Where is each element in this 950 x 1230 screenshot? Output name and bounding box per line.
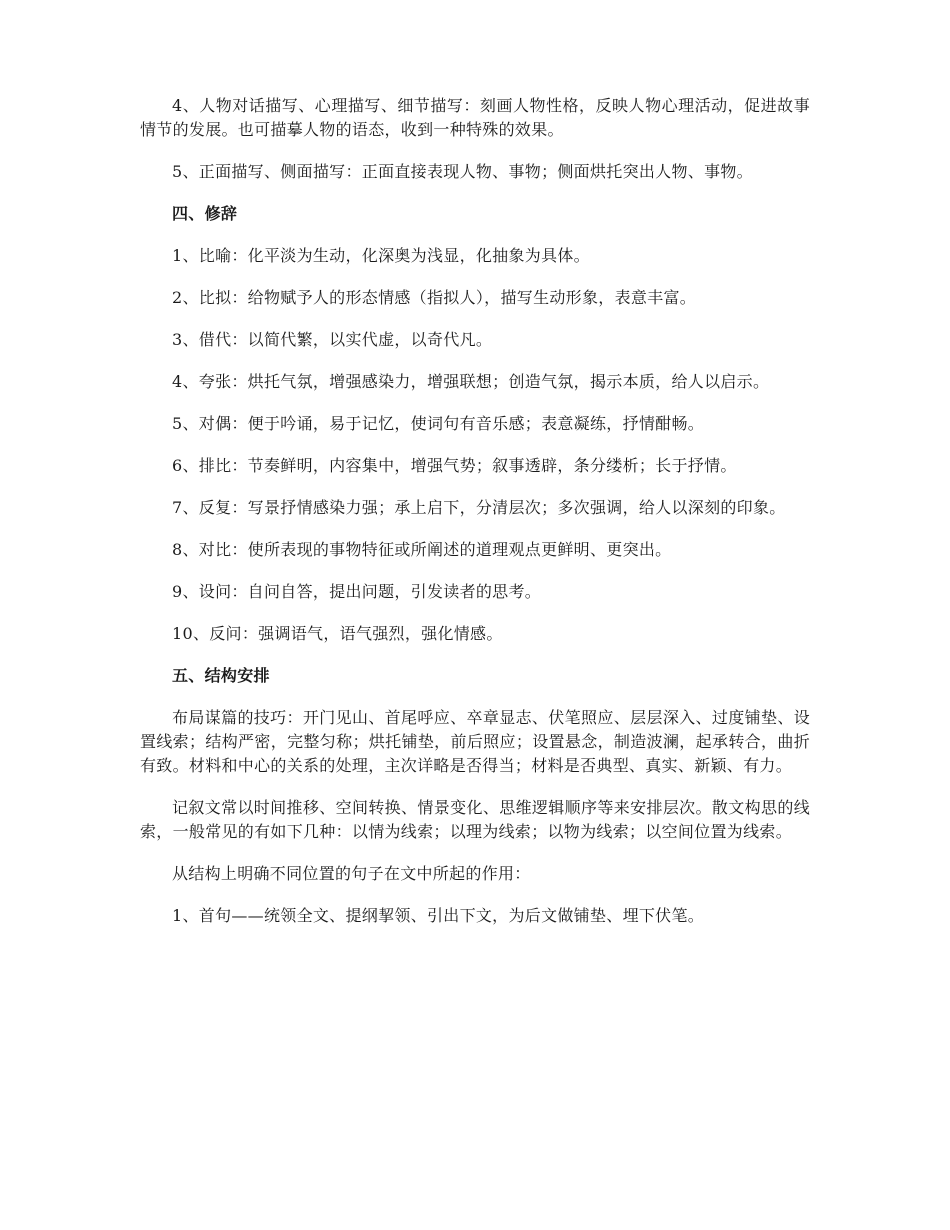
paragraph-hyperbole: 4、夸张：烘托气氛，增强感染力，增强联想；创造气氛，揭示本质，给人以启示。 (172, 372, 770, 391)
paragraph-dialogue-description: 4、人物对话描写、心理描写、细节描写：刻画人物性格，反映人物心理活动，促进故事情节的发展。也可描摹人物的语态，收到一种特殊的效果。 (140, 96, 810, 139)
paragraph-direct-indirect-description: 5、正面描写、侧面描写：正面直接表现人物、事物；侧面烘托突出人物、事物。 (172, 162, 753, 181)
paragraph-layout-techniques: 布局谋篇的技巧：开门见山、首尾呼应、卒章显志、伏笔照应、层层深入、过度铺垫、设置线索；结构严密，完整匀称；烘托铺垫，前后照应；设置悬念，制造波澜，起承转合，曲折有致。材料和中心的关系的处理，主次详略是否得当；材料是否典型、真实、新颖、有力。 (140, 708, 810, 775)
paragraph-contrast: 8、对比：使所表现的事物特征或所阐述的道理观点更鲜明、更突出。 (172, 540, 672, 559)
section-heading-rhetoric: 四、修辞 (172, 204, 238, 223)
paragraph-repetition: 7、反复：写景抒情感染力强；承上启下，分清层次；多次强调，给人以深刻的印象。 (172, 498, 786, 517)
paragraph-sentence-position: 从结构上明确不同位置的句子在文中所起的作用： (172, 864, 531, 883)
paragraph-rhetorical-question: 9、设问：自问自答，提出问题，引发读者的思考。 (172, 582, 542, 601)
paragraph-first-sentence: 1、首句——统领全文、提纲挈领、引出下文，为后文做铺垫、埋下伏笔。 (172, 906, 705, 925)
paragraph-counter-question: 10、反问：强调语气，语气强烈，强化情感。 (172, 624, 503, 643)
section-heading-structure: 五、结构安排 (172, 666, 270, 685)
paragraph-personification: 2、比拟：给物赋予人的形态情感（指拟人），描写生动形象，表意丰富。 (172, 288, 697, 307)
paragraph-metonymy: 3、借代：以简代繁，以实代虚，以奇代凡。 (172, 330, 493, 349)
paragraph-parallelism: 6、排比：节奏鲜明，内容集中，增强气势；叙事透辟，条分缕析；长于抒情。 (172, 456, 737, 475)
paragraph-narrative-layers: 记叙文常以时间推移、空间转换、情景变化、思维逻辑顺序等来安排层次。散文构思的线索，一般常见的有如下几种：以情为线索；以理为线索；以物为线索；以空间位置为线索。 (140, 798, 810, 841)
paragraph-antithesis: 5、对偶：便于吟诵，易于记忆，使词句有音乐感；表意凝练，抒情酣畅。 (172, 414, 705, 433)
paragraph-metaphor: 1、比喻：化平淡为生动，化深奥为浅显，化抽象为具体。 (172, 246, 590, 265)
